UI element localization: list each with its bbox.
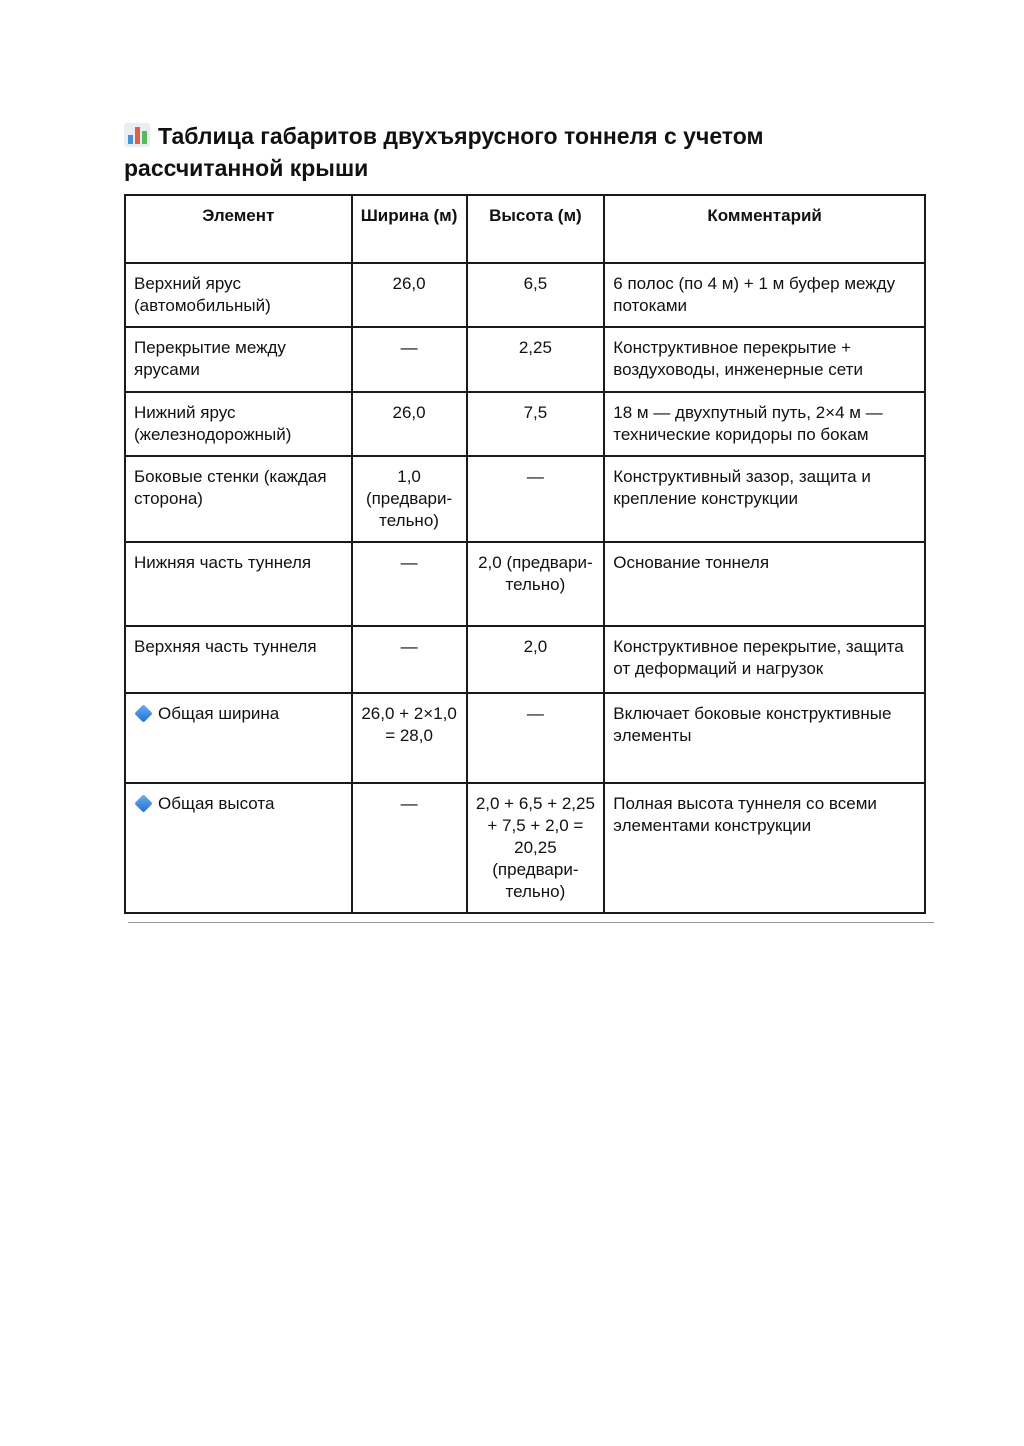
table-row bbox=[125, 456, 925, 542]
cell-element: Верхний ярус (автомобильный) bbox=[125, 263, 352, 327]
cell-element: Верхняя часть туннеля bbox=[125, 626, 352, 693]
table-row bbox=[125, 263, 925, 327]
table-row bbox=[125, 392, 925, 456]
cell-comment: Полная высота туннеля со всеми элементами конструкции bbox=[604, 783, 925, 913]
blue-diamond-icon bbox=[134, 794, 152, 812]
cell-height: 2,0 bbox=[467, 626, 605, 693]
table-row bbox=[125, 542, 925, 626]
cell-comment: 6 полос (по 4 м) + 1 м буфер между потоками bbox=[604, 263, 925, 327]
cell-height: — bbox=[467, 693, 605, 783]
cell-element-text: Общая ширина bbox=[158, 704, 280, 723]
cell-height: 2,0 (предвари-тельно) bbox=[467, 542, 605, 626]
cell-width: 26,0 bbox=[352, 392, 467, 456]
cell-element-text: Общая высота bbox=[158, 794, 275, 813]
dimensions-table bbox=[124, 194, 926, 914]
cell-comment: 18 м — двухпутный путь, 2×4 м — технические коридоры по бокам bbox=[604, 392, 925, 456]
cell-element: Боковые стенки (каждая сторона) bbox=[125, 456, 352, 542]
header-height: Высота (м) bbox=[467, 195, 605, 263]
bar-chart-icon bbox=[124, 123, 150, 147]
header-width: Ширина (м) bbox=[352, 195, 467, 263]
table-row bbox=[125, 693, 925, 783]
table-row bbox=[125, 327, 925, 392]
page-title bbox=[124, 120, 924, 184]
cell-width: 1,0 (предвари-тельно) bbox=[352, 456, 467, 542]
cell-element: Нижний ярус (железнодорожный) bbox=[125, 392, 352, 456]
cell-width: — bbox=[352, 626, 467, 693]
cell-comment: Конструктивное перекрытие + воздуховоды, инженерные сети bbox=[604, 327, 925, 392]
table-header-row bbox=[125, 195, 925, 263]
cell-width: 26,0 bbox=[352, 263, 467, 327]
cell-element: Нижняя часть туннеля bbox=[125, 542, 352, 626]
table-row bbox=[125, 783, 925, 913]
page-title-text: Таблица габаритов двухъярусного тоннеля с учетом рассчитанной крыши bbox=[124, 123, 764, 181]
horizontal-divider bbox=[128, 922, 934, 923]
cell-width: — bbox=[352, 327, 467, 392]
cell-width: 26,0 + 2×1,0 = 28,0 bbox=[352, 693, 467, 783]
cell-element bbox=[125, 693, 352, 783]
blue-diamond-icon bbox=[134, 704, 152, 722]
cell-element bbox=[125, 783, 352, 913]
cell-width: — bbox=[352, 542, 467, 626]
table-row bbox=[125, 626, 925, 693]
header-element: Элемент bbox=[125, 195, 352, 263]
cell-element: Перекрытие между ярусами bbox=[125, 327, 352, 392]
cell-height: 6,5 bbox=[467, 263, 605, 327]
cell-height: 2,0 + 6,5 + 2,25 + 7,5 + 2,0 = 20,25 (предвари-тельно) bbox=[467, 783, 605, 913]
cell-height: 2,25 bbox=[467, 327, 605, 392]
cell-height: — bbox=[467, 456, 605, 542]
cell-comment: Конструктивное перекрытие, защита от деформаций и нагрузок bbox=[604, 626, 925, 693]
header-comment: Комментарий bbox=[604, 195, 925, 263]
cell-height: 7,5 bbox=[467, 392, 605, 456]
cell-comment: Основание тоннеля bbox=[604, 542, 925, 626]
cell-comment: Конструктивный зазор, защита и крепление конструкции bbox=[604, 456, 925, 542]
cell-comment: Включает боковые конструктивные элементы bbox=[604, 693, 925, 783]
cell-width: — bbox=[352, 783, 467, 913]
